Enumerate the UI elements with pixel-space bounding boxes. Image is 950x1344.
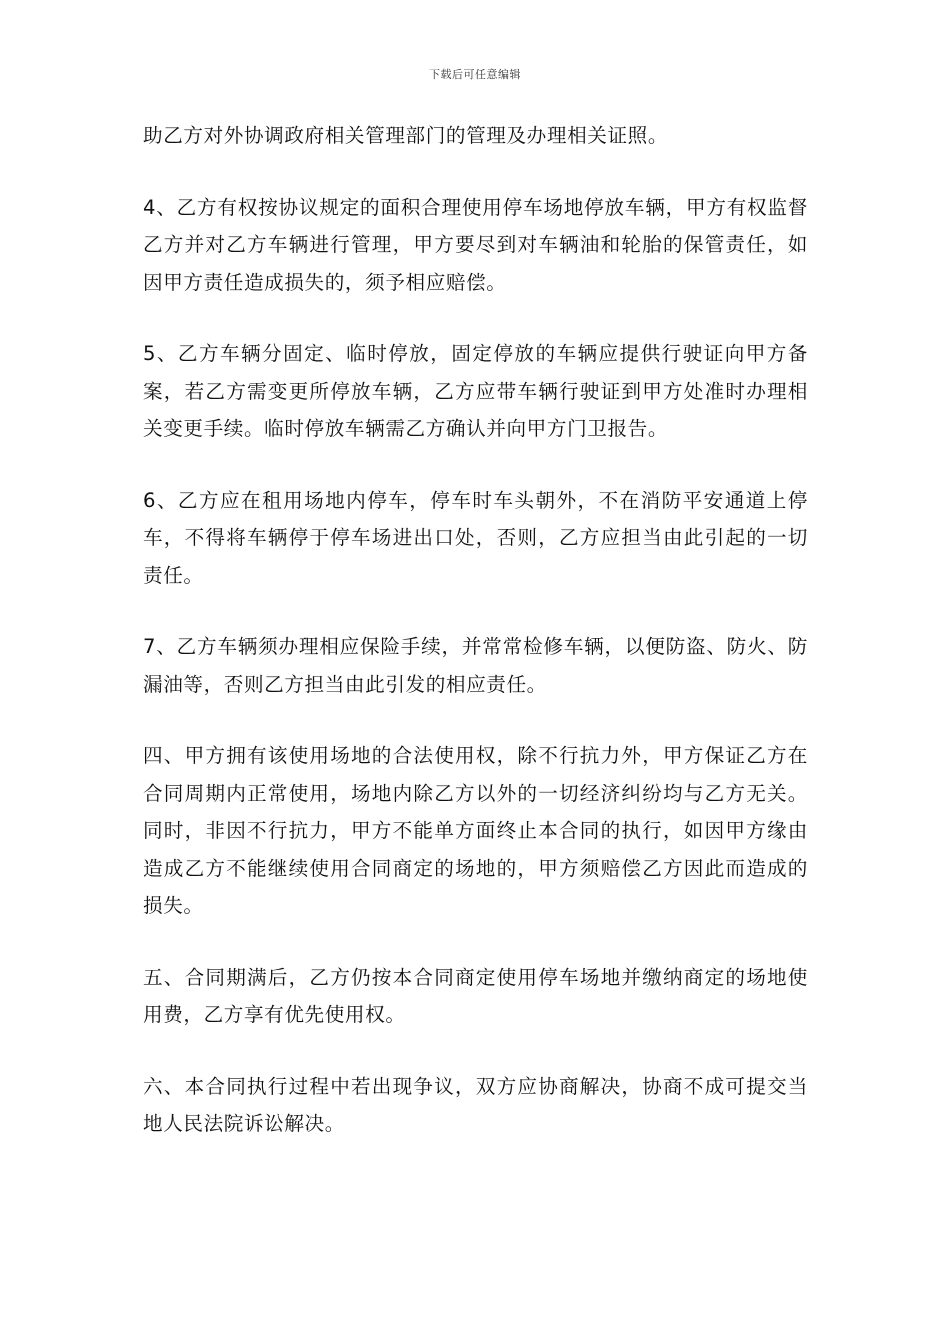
paragraph-continuation: 助乙方对外协调政府相关管理部门的管理及办理相关证照。 [143, 124, 669, 147]
paragraph-clause-4: 4、乙方有权按协议规定的面积合理使用停车场地停放车辆，甲方有权监督乙方并对乙方车辆进行管理，甲方要尽到对车辆油和轮胎的保管责任，如因甲方责任造成损失的，须予相应赔偿。 [143, 195, 808, 294]
paragraph-clause-6: 6、乙方应在租用场地内停车，停车时车头朝外，不在消防平安通道上停车，不得将车辆停于停车场进出口处，否则，乙方应担当由此引起的一切责任。 [143, 488, 808, 587]
paragraph-section-4: 四、甲方拥有该使用场地的合法使用权，除不行抗力外，甲方保证乙方在合同周期内正常使用，场地内除乙方以外的一切经济纠纷均与乙方无关。同时，非因不行抗力，甲方不能单方面终止本合同的执行，如因甲方缘由造成乙方不能继续使用合同商定的场地的，甲方须赔偿乙方因此而造成的损失。 [143, 744, 808, 917]
paragraph-clause-7: 7、乙方车辆须办理相应保险手续，并常常检修车辆，以便防盗、防火、防漏油等，否则乙方担当由此引发的相应责任。 [143, 635, 808, 696]
paragraph-clause-5: 5、乙方车辆分固定、临时停放，固定停放的车辆应提供行驶证向甲方备案，若乙方需变更所停放车辆，乙方应带车辆行驶证到甲方处准时办理相关变更手续。临时停放车辆需乙方确认并向甲方门卫报告。 [143, 342, 808, 440]
paragraph-section-6: 六、本合同执行过程中若出现争议，双方应协商解决，协商不成可提交当地人民法院诉讼解决。 [143, 1074, 808, 1135]
document-body [143, 117, 808, 1177]
paragraph-section-5: 五、合同期满后，乙方仍按本合同商定使用停车场地并缴纳商定的场地使用费，乙方享有优先使用权。 [143, 965, 808, 1026]
header-note: 下载后可任意编辑 [429, 68, 521, 81]
